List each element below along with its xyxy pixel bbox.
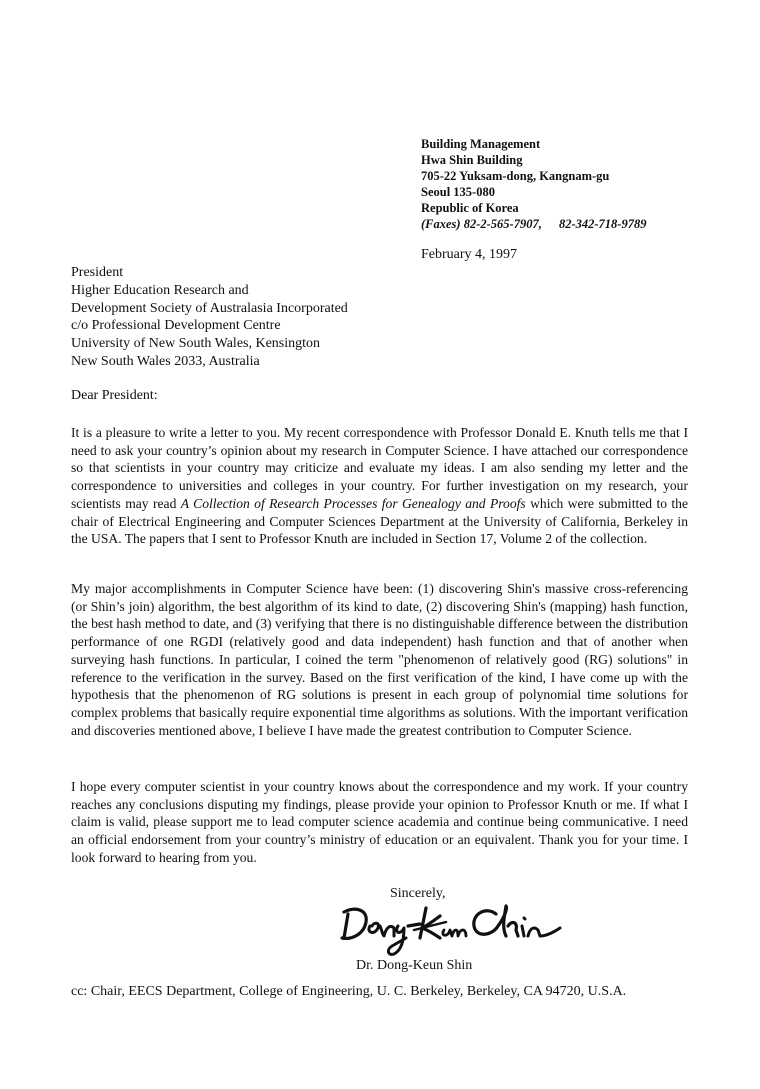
letter-date: February 4, 1997 [421, 247, 518, 262]
faxes-label: (Faxes) [421, 217, 461, 231]
recipient-line-6: New South Wales 2033, Australia [71, 353, 260, 369]
sender-address [421, 136, 741, 232]
paragraph-1-text-b: which were submitted to the chair of Electrical Engineering and Computer Sciences Department at the University of California, Berkeley in the USA. The papers that I sent to Professor Knuth are included in Section 17, Volume 2 of the collection. [71, 495, 688, 547]
fax-number-2: 82-342-718-9789 [558, 217, 647, 231]
sender-line-1: Building Management [421, 137, 541, 151]
recipient-line-4: c/o Professional Development Centre [71, 318, 281, 334]
sender-faxes [421, 216, 741, 232]
salutation: Dear President: [71, 388, 158, 403]
body-paragraph-3: I hope every computer scientist in your country knows about the correspondence and my work. If your country reaches any conclusions disputing my findings, please provide your opinion to Professor Knuth or me. If what I claim is valid, please support me to lead computer science academia and continue being communicative. I need an official endorsement from your country’s ministry of education or an equivalent. Thank you for your time. I look forward to hearing from you. [71, 779, 688, 865]
sender-line-4: Seoul 135-080 [421, 185, 495, 199]
handwritten-signature [336, 896, 566, 960]
recipient-line-5: University of New South Wales, Kensington [71, 336, 321, 352]
recipient-line-3: Development Society of Australasia Incorporated [71, 300, 348, 316]
book-title: A Collection of Research Processes for Genealogy and Proofs [180, 495, 526, 511]
sender-line-2: Hwa Shin Building [421, 153, 523, 167]
paragraph-1-text-a: It is a pleasure to write a letter to you. My recent correspondence with Professor Donald E. Knuth tells me that I need to ask your country’s opinion about my research in Computer Science. I have attached our correspondence so that scientists in your country may criticize and evaluate my ideas. I am also sending my letter and the correspondence to universities and colleges in your country. For further investigation on my research, your scientists may read [71, 425, 688, 511]
signer-name: Dr. Dong-Keun Shin [356, 958, 473, 973]
recipient-line-2: Higher Education Research and [71, 282, 249, 298]
body-paragraph-2: My major accomplishments in Computer Science have been: (1) discovering Shin's massive cross-referencing (or Shin’s join) algorithm, the best algorithm of its kind to date, (2) discovering Shin's (mapping) hash function, the best hash method to date, and (3) verifying that there is no distinguishable difference between the distribution performance of one RGDI (relatively good and data independent) hash function and that of another when surveying hash functions. In particular, I coined the term "phenomenon of relatively good (RG) solutions" in reference to the verification in the survey. Based on the first verification of the kind, I have come up with the hypothesis that the phenomenon of RG solutions is present in each group of polynomial time solutions for complex problems that basically require exponential time algorithms as solutions. With the important verification and discoveries mentioned above, I believe I have made the greatest contribution to Computer Science. [71, 581, 688, 738]
recipient-line-1: President [71, 265, 124, 280]
recipient-address [71, 264, 348, 371]
cc-line: cc: Chair, EECS Department, College of Engineering, U. C. Berkeley, Berkeley, CA 94720, U.S.A. [71, 984, 627, 999]
sender-line-5: Republic of Korea [421, 201, 519, 215]
fax-number-1: 82-2-565-7907, [463, 217, 542, 231]
body-paragraph-1 [71, 424, 688, 548]
closing: Sincerely, [390, 886, 446, 901]
sender-line-3: 705-22 Yuksam-dong, Kangnam-gu [421, 169, 610, 183]
